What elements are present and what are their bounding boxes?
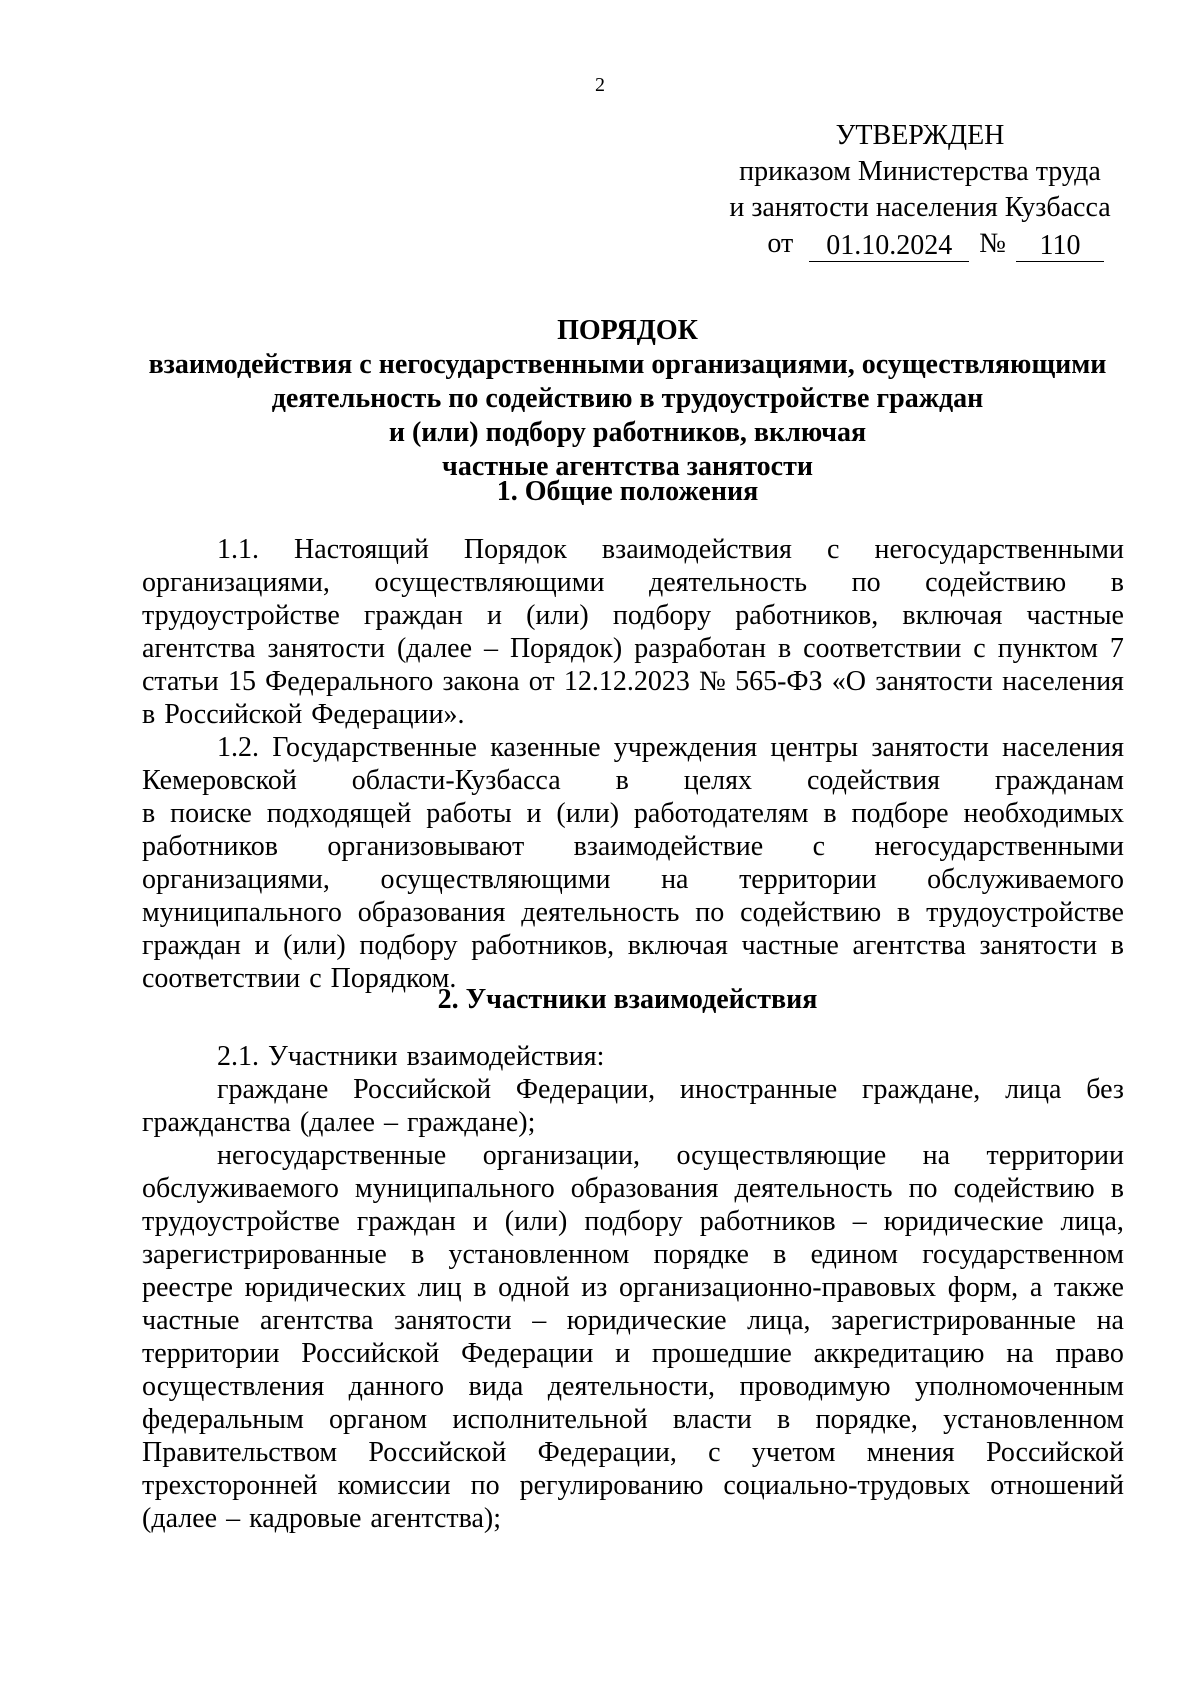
page-number: 2 [595,74,605,96]
text-line [142,929,1124,962]
word: 565-ФЗ [735,666,823,697]
word: частные [142,1305,240,1336]
word: взаимодействия [601,534,792,565]
word: комиссии [337,1470,451,1501]
word: области-Кузбасса [351,765,561,796]
word: и [526,798,542,829]
word: Порядком. [330,963,457,994]
word: осуществляющими [374,567,605,598]
approval-date-row [700,226,1104,262]
word: Федерального [265,666,434,697]
word: деятельности, [547,1371,716,1402]
word: граждан [142,930,241,961]
word: трудоустройстве [142,1206,340,1237]
word: зарегистрированные [142,1239,387,1270]
text-line [142,1436,1124,1469]
word: социально-трудовых [723,1470,971,1501]
word: 7 [1109,633,1124,664]
word: Российской [353,1074,492,1105]
section-2-paragraph-2 [142,1073,1124,1139]
word: 1.2. [217,732,259,763]
title-line-1: ПОРЯДОК [557,315,698,346]
word: подбору [359,930,458,961]
word: установленном [943,1404,1124,1435]
word: по [470,1470,500,1501]
word: 2.1. [217,1041,259,1072]
document-title [130,314,1125,484]
word: гражданам [994,765,1124,796]
word: трудоустройстве [142,600,340,631]
word: Российской [985,1437,1124,1468]
word: граждане [217,1074,329,1105]
word: в [1110,1173,1124,1204]
word: соответствии [142,963,301,994]
text-line [142,797,1124,830]
word: данного [348,1371,445,1402]
word: лица, [747,1305,811,1336]
section-1-paragraph-2 [142,731,1124,995]
word: и [472,1206,488,1237]
word: порядке, [815,1404,918,1435]
word: от [528,666,555,697]
word: работников, [471,930,615,961]
word: агентства [852,930,966,961]
text-line [142,1040,1124,1073]
word: в [773,1239,787,1270]
text-line [142,1403,1124,1436]
text-line [142,764,1124,797]
text-line [142,698,1124,731]
word: муниципального [354,1173,555,1204]
word: в [411,1239,425,1270]
word: организационно-правовых [618,1272,937,1303]
word: содействию [740,897,882,928]
word: агентства); [370,1503,501,1534]
text-line [142,731,1124,764]
word: территории [142,1338,280,1369]
word: центры [770,732,859,763]
word: частные [741,930,839,961]
approval-number: 110 [1016,231,1104,262]
word: учетом [751,1437,836,1468]
word: деятельность [648,567,808,598]
word: образования [570,1173,719,1204]
word: реестре [142,1272,233,1303]
word: работников [142,831,278,862]
word: пунктом [997,633,1098,664]
word: «О [831,666,867,697]
text-line [142,1172,1124,1205]
word: мнения [866,1437,955,1468]
word: порядке [653,1239,749,1270]
word: муниципального [142,897,342,928]
word: организациями, [142,567,330,598]
word: власти [672,1404,752,1435]
word: – [484,633,498,664]
word: лиц [417,1272,462,1303]
word: взаимодействия: [406,1041,605,1072]
word: государственном [922,1239,1124,1270]
word: с [973,633,986,664]
text-line [142,1271,1124,1304]
word: в [1110,567,1124,598]
word: зарегистрированные [831,1305,1076,1336]
word: взаимодействие [573,831,764,862]
word: уполномоченным [914,1371,1124,1402]
word: граждане); [406,1107,536,1138]
word: целях [683,765,753,796]
word: Порядок [463,534,567,565]
word: подборе [851,798,949,829]
date-prefix: от [767,228,794,259]
text-line [142,1073,1124,1106]
word: проводимую [739,1371,891,1402]
word: 15 [227,666,256,697]
word: разработан [634,633,766,664]
word: частные [1026,600,1124,631]
word: иностранные [679,1074,838,1105]
word: негосударственными [874,831,1124,862]
word: граждане, [861,1074,981,1105]
word: с [708,1437,721,1468]
word: Кемеровской [142,765,297,796]
word: населения [1002,666,1124,697]
word: органом [329,1404,428,1435]
word: установленном [448,1239,630,1270]
word: без [1086,1074,1124,1105]
text-line [142,566,1124,599]
word: форм, [947,1272,1019,1303]
title-line-4: и (или) подбору работников, включая [388,417,867,448]
word: в [615,765,629,796]
text-line [142,533,1124,566]
title-line-3: деятельность по содействию в трудоустройстве граждан [271,383,984,414]
text-line [142,1370,1124,1403]
approval-line-3: и занятости населения Кузбасса [729,192,1111,223]
word: подбору [612,600,712,631]
word: одной [498,1272,570,1303]
word: работы [426,798,512,829]
word: юридические [566,1305,727,1336]
word: включая [902,600,1003,631]
word: Правительством [142,1437,338,1468]
word: организации, [482,1140,641,1171]
word: едином [810,1239,899,1270]
word: – [226,1503,241,1534]
word: Федерации». [311,699,465,730]
word: по [908,1173,938,1204]
approval-stamp [700,118,1140,262]
word: (далее [396,633,473,664]
word: осуществления [142,1371,325,1402]
word: учреждения [613,732,758,763]
word: (далее [299,1107,375,1138]
word: – [532,1305,547,1336]
word: на [922,1140,951,1171]
word: образования [357,897,506,928]
text-line [142,1337,1124,1370]
word: по [695,897,725,928]
word: на [1006,1338,1034,1369]
text-line [142,896,1124,929]
number-prefix: № [979,228,1006,259]
word: включая [627,930,728,961]
word: в [1110,930,1124,961]
word: граждан [356,1206,456,1237]
word: на [661,864,689,895]
word: работников [699,1206,836,1237]
word: территории [739,864,877,895]
approval-date: 01.10.2024 [809,231,969,262]
word: трехсторонней [142,1470,318,1501]
word: организациями, [142,864,330,895]
word: кадровые [249,1503,362,1534]
approval-line-2: приказом Министерства труда [739,156,1101,187]
text-line [142,1502,1124,1535]
word: (или) [556,798,620,829]
word: содействию [953,1173,1095,1204]
word: осуществляющие [676,1140,887,1171]
word: работников, [735,600,879,631]
word: лица, [1060,1206,1124,1237]
word: содействия [806,765,940,796]
text-line [142,1238,1124,1271]
word: в [473,1272,487,1303]
section-1-paragraph-1 [142,533,1124,731]
word: и [615,1338,631,1369]
text-line [142,1469,1124,1502]
word: занятости [875,666,993,697]
title-line-2: взаимодействия с негосударственными организациями, осуществляющими [148,349,1107,380]
section-2-paragraph-3 [142,1139,1124,1535]
word: прошедшие [651,1338,792,1369]
word: казенные [490,732,601,763]
word: юридических [244,1272,407,1303]
word: регулированию [519,1470,704,1501]
text-line [142,1106,1124,1139]
word: занятости [871,732,989,763]
word: Государственные [272,732,477,763]
word: закона [442,666,520,697]
word: Российской [301,1338,440,1369]
word: работодателям [633,798,809,829]
word: обслуживаемого [142,1173,339,1204]
word: трудоустройстве [926,897,1124,928]
word: 12.12.2023 [563,666,690,697]
word: в [142,798,156,829]
word: занятости [979,930,1098,961]
word: деятельность [734,1173,893,1204]
word: с [812,831,826,862]
word: подходящей [266,798,412,829]
text-line [142,632,1124,665]
word: содействию [925,567,1067,598]
word: Федерации [461,1338,594,1369]
word: Федерации, [515,1074,656,1105]
word: занятости [267,633,386,664]
word: граждан [363,600,463,631]
text-line [142,1205,1124,1238]
word: занятости [394,1305,512,1336]
text-line [142,1139,1124,1172]
word: агентства [259,1305,374,1336]
word: в [823,798,837,829]
word: обслуживаемого [927,864,1124,895]
section-2-heading: 2. Участники взаимодействия [437,984,818,1015]
word: с [826,534,840,565]
word: Федерации, [537,1437,677,1468]
approval-line-1: УТВЕРЖДЕН [835,120,1005,151]
word: на [1096,1305,1124,1336]
word: Настоящий [294,534,429,565]
text-line [142,830,1124,863]
word: также [1053,1272,1124,1303]
word: из [581,1272,608,1303]
word: по [851,567,881,598]
word: федеральным [142,1404,304,1435]
word: Порядок) [509,633,623,664]
word: подбору [584,1206,683,1237]
word: гражданства [142,1107,291,1138]
word: отношений [990,1470,1124,1501]
word: (или) [283,930,346,961]
section-1-heading: 1. Общие положения [496,476,759,507]
section-2-paragraph-1 [142,1040,1124,1073]
word: аккредитацию [813,1338,985,1369]
text-line [142,599,1124,632]
word: поиске [170,798,252,829]
word: негосударственные [217,1140,447,1171]
word: деятельность [521,897,680,928]
word: соответствии [803,633,962,664]
word: в [777,1404,791,1435]
title-line-5: частные агентства занятости [442,451,813,482]
word: исполнительной [452,1404,648,1435]
word: 1.1. [217,534,259,565]
word: № [699,666,726,697]
word: необходимых [963,798,1124,829]
word: статьи [142,666,219,697]
word: Российской [368,1437,507,1468]
word: Российской [164,699,303,730]
word: и [254,930,270,961]
word: (или) [504,1206,568,1237]
word: с [309,963,322,994]
word: а [1029,1272,1043,1303]
word: (далее [142,1503,218,1534]
word: Участники [268,1041,398,1072]
word: осуществляющими [380,864,611,895]
word: в [142,699,156,730]
text-line [142,1304,1124,1337]
word: (или) [526,600,589,631]
word: и [486,600,502,631]
text-line [142,863,1124,896]
word: территории [986,1140,1124,1171]
text-line [142,665,1124,698]
word: – [852,1206,867,1237]
word: населения [1002,732,1124,763]
word: юридические [883,1206,1044,1237]
word: в [897,897,911,928]
word: негосударственными [874,534,1124,565]
word: организовывают [327,831,525,862]
word: – [383,1107,398,1138]
word: право [1055,1338,1124,1369]
word: вида [468,1371,524,1402]
word: агентства [142,633,256,664]
word: в [777,633,792,664]
word: лица [1005,1074,1062,1105]
